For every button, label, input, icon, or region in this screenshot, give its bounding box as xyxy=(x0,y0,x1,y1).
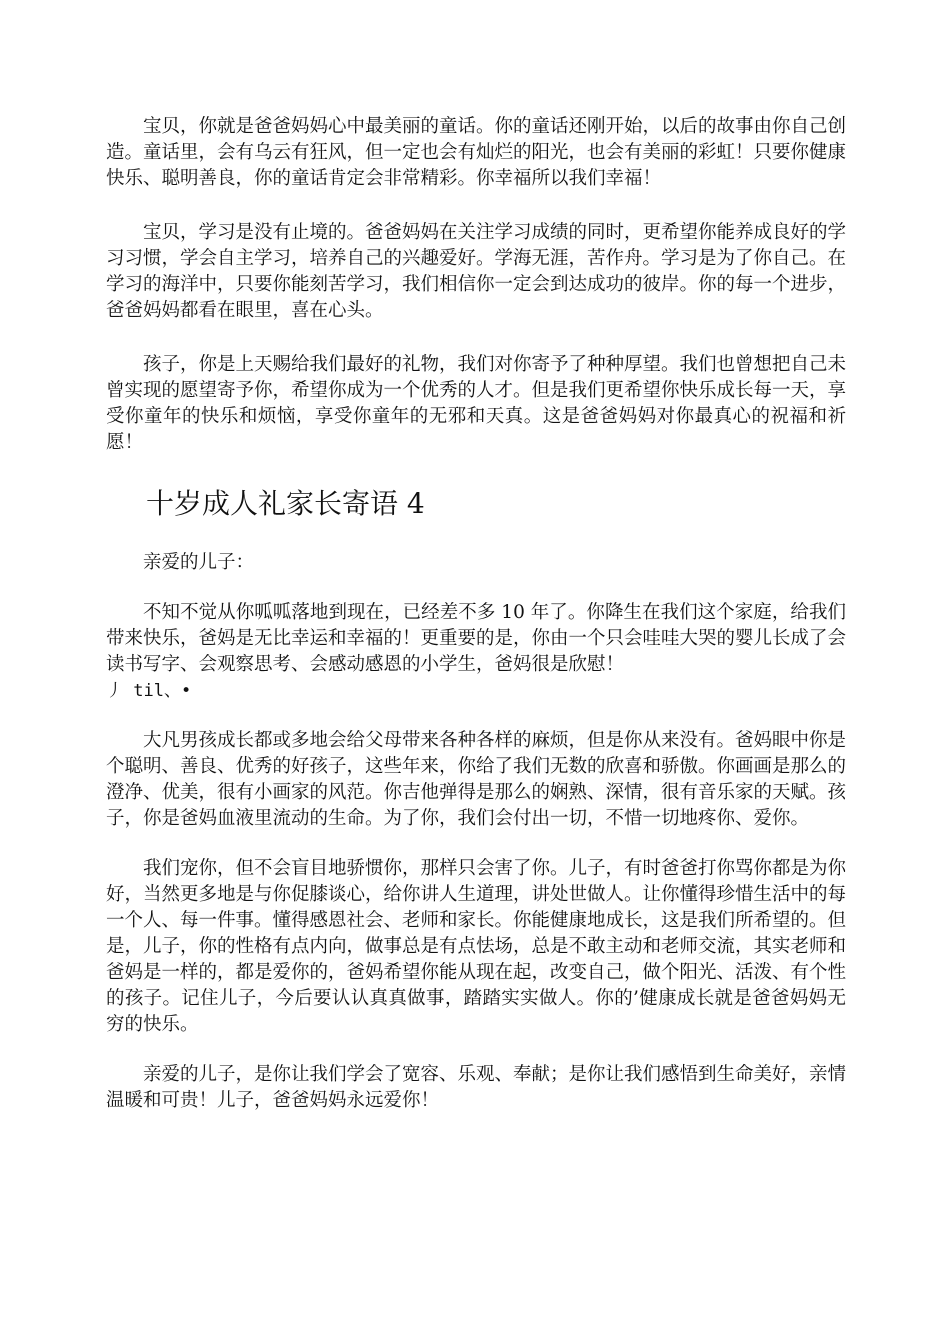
paragraph-birth xyxy=(106,600,846,704)
paragraph-fairy-tale: 宝贝，你就是爸爸妈妈心中最美丽的童话。你的童话还刚开始，以后的故事由你自己创造。童话里，会有乌云有狂风，但一定也会有灿烂的阳光，也会有美丽的彩虹！只要你健康快乐、聪明善良，你的童话肯定会非常精彩。你幸福所以我们幸福！ xyxy=(106,116,847,189)
paragraph-closing: 亲爱的儿子，是你让我们学会了宽容、乐观、奉献；是你让我们感悟到生命美好，亲情温暖和可贵！儿子，爸爸妈妈永远爱你！ xyxy=(106,1064,847,1111)
paragraph-birth-text: 不知不觉从你呱呱落地到现在，已经差不多 10 年了。你降生在我们这个家庭，给我们带来快乐，爸妈是无比幸运和幸福的！更重要的是，你由一个只会哇哇大哭的婴儿长成了会读书写字、会观察思考、会感动感恩的小学生，爸妈很是欣慰！ xyxy=(106,602,847,675)
paragraph-gift: 孩子，你是上天赐给我们最好的礼物，我们对你寄予了种种厚望。我们也曾想把自己未曾实现的愿望寄予你，希望你成为一个优秀的人才。但是我们更希望你快乐成长每一天，享受你童年的快乐和烦恼，享受你童年的无邪和天真。这是爸爸妈妈对你最真心的祝福和祈愿！ xyxy=(106,354,847,453)
paragraph-guidance: 我们宠你，但不会盲目地骄惯你，那样只会害了你。儿子，有时爸爸打你骂你都是为你好，当然更多地是与你促膝谈心，给你讲人生道理，讲处世做人。让你懂得珍惜生活中的每一个人、每一件事。懂得感恩社会、老师和家长。你能健康地成长，这是我们所希望的。但是，儿子，你的性格有点内向，做事总是有点怯场，总是不敢主动和老师交流，其实老师和爸妈是一样的，都是爱你的，爸妈希望你能从现在起，改变自己，做个阳光、活泼、有个性的孩子。记住儿子，今后要认认真真做事，踏踏实实做人。你的’健康成长就是爸爸妈妈无穷的快乐。 xyxy=(106,858,847,1035)
section-title: 十岁成人礼家长寄语 4 xyxy=(146,487,425,520)
paragraph-good-child: 大凡男孩成长都或多地会给父母带来各种各样的麻烦，但是你从来没有。爸妈眼中你是个聪明、善良、优秀的好孩子，这些年来，你给了我们无数的欣喜和骄傲。你画画是那么的澄净、优美，很有小画家的风范。你吉他弹得是那么的娴熟、深情，很有音乐家的天赋。孩子，你是爸妈血液里流动的生命。为了你，我们会付出一切，不惜一切地疼你、爱你。 xyxy=(106,730,847,829)
salutation: 亲爱的儿子： xyxy=(143,552,255,573)
paragraph-learning: 宝贝，学习是没有止境的。爸爸妈妈在关注学习成绩的同时，更希望你能养成良好的学习习惯，学会自主学习，培养自己的兴趣爱好。学海无涯，苦作舟。学习是为了你自己。在学习的海洋中，只要你能刻苦学习，我们相信你一定会到达成功的彼岸。你的每一个进步，爸爸妈妈都看在眼里，喜在心头。 xyxy=(106,222,847,321)
ocr-artifact-text: 丿 til、• xyxy=(106,681,192,701)
document-page xyxy=(106,114,846,1138)
